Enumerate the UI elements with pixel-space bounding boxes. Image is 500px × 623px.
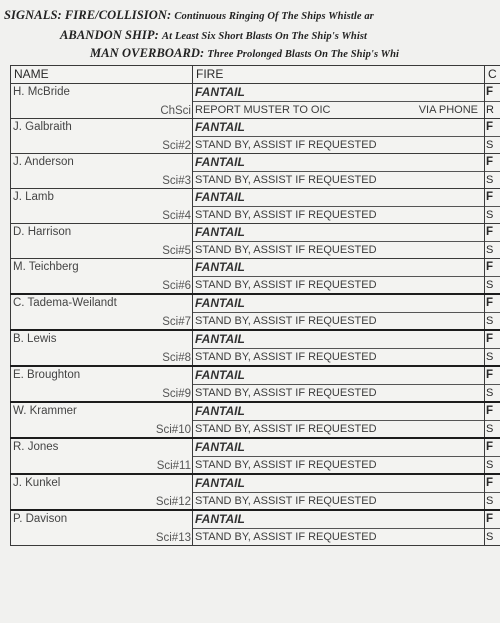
fire-duty-line xyxy=(193,172,484,188)
col3-station: F xyxy=(485,439,500,457)
fire-duty: STAND BY, ASSIST IF REQUESTED xyxy=(195,315,377,327)
fire-duty: STAND BY, ASSIST IF REQUESTED xyxy=(195,387,377,399)
fire-duty-line xyxy=(193,242,484,258)
fire-cell xyxy=(193,259,485,295)
col3-duty: S xyxy=(486,351,494,363)
fire-duty-line xyxy=(193,349,484,365)
fire-cell xyxy=(193,294,485,330)
col3-duty: S xyxy=(486,315,494,327)
signal-text: At Least Six Short Blasts On The Ship's Whist xyxy=(162,31,368,42)
table-row xyxy=(11,474,500,510)
crew-role: ChSci xyxy=(160,105,191,117)
fire-station: FANTAIL xyxy=(193,189,484,207)
fire-station: FANTAIL xyxy=(193,259,484,277)
crew-role: Sci#11 xyxy=(156,460,191,472)
crew-name: D. Harrison xyxy=(13,226,72,238)
crew-role: Sci#10 xyxy=(155,424,191,436)
fire-duty: STAND BY, ASSIST IF REQUESTED xyxy=(195,351,377,363)
col3-station: F xyxy=(485,511,500,529)
fire-station: FANTAIL xyxy=(193,154,484,172)
crew-name: H. McBride xyxy=(13,86,70,98)
col3-station: F xyxy=(485,295,500,313)
name-cell xyxy=(11,330,193,366)
fire-duty-line xyxy=(193,102,484,118)
name-cell xyxy=(11,259,193,295)
fire-station: FANTAIL xyxy=(193,439,484,457)
col3-station: F xyxy=(485,475,500,493)
col3-station: F xyxy=(485,224,500,242)
col3-station: F xyxy=(485,119,500,137)
fire-station: FANTAIL xyxy=(193,511,484,529)
crew-name: J. Anderson xyxy=(13,156,74,168)
fire-duty-line xyxy=(193,385,484,401)
col3-duty: S xyxy=(486,244,494,256)
col3-station: F xyxy=(485,367,500,385)
crew-role: Sci#2 xyxy=(162,140,191,152)
col3-cell xyxy=(485,474,500,510)
table-row xyxy=(11,294,500,330)
col3-station: F xyxy=(485,189,500,207)
table-row xyxy=(11,119,500,154)
fire-cell xyxy=(193,510,485,546)
fire-duty: STAND BY, ASSIST IF REQUESTED xyxy=(195,174,377,186)
fire-duty-line xyxy=(193,277,484,293)
crew-role: Sci#5 xyxy=(162,245,191,257)
col3-duty: R xyxy=(486,104,494,116)
fire-duty-line xyxy=(193,207,484,223)
col3-station: F xyxy=(485,154,500,172)
table-header-row xyxy=(11,66,500,84)
fire-duty: STAND BY, ASSIST IF REQUESTED xyxy=(195,423,377,435)
signal-line-man-overboard xyxy=(90,46,399,61)
name-cell xyxy=(11,474,193,510)
signal-type: MAN OVERBOARD: xyxy=(90,46,205,60)
signals-label: SIGNALS: xyxy=(4,8,62,22)
fire-duty: REPORT MUSTER TO OIC xyxy=(195,104,331,116)
fire-duty: STAND BY, ASSIST IF REQUESTED xyxy=(195,209,377,221)
col3-cell xyxy=(485,438,500,474)
col3-cell xyxy=(485,119,500,154)
fire-duty-line xyxy=(193,313,484,329)
name-cell xyxy=(11,84,193,119)
col3-cell xyxy=(485,330,500,366)
name-cell xyxy=(11,224,193,259)
crew-name: R. Jones xyxy=(13,441,59,453)
fire-duty-line xyxy=(193,457,484,473)
fire-station: FANTAIL xyxy=(193,475,484,493)
fire-cell xyxy=(193,154,485,189)
fire-cell xyxy=(193,402,485,438)
fire-duty-line xyxy=(193,493,484,509)
col3-cell xyxy=(485,402,500,438)
fire-station: FANTAIL xyxy=(193,367,484,385)
signal-text: Three Prolonged Blasts On The Ship's Whi xyxy=(207,49,400,60)
col3-cell xyxy=(485,294,500,330)
fire-duty: STAND BY, ASSIST IF REQUESTED xyxy=(195,244,377,256)
crew-role: Sci#8 xyxy=(162,352,191,364)
crew-role: Sci#4 xyxy=(162,210,191,222)
crew-name: P. Davison xyxy=(13,513,68,525)
fire-cell xyxy=(193,366,485,402)
table-row xyxy=(11,259,500,295)
fire-cell xyxy=(193,84,485,119)
signal-type: FIRE/COLLISION: xyxy=(64,8,172,22)
crew-name: M. Teichberg xyxy=(13,261,79,273)
col3-duty: S xyxy=(486,495,494,507)
table-row xyxy=(11,154,500,189)
header-fire: FIRE xyxy=(193,66,485,84)
fire-duty: STAND BY, ASSIST IF REQUESTED xyxy=(195,139,377,151)
table-row xyxy=(11,84,500,119)
signals-header xyxy=(0,0,500,64)
fire-duty-line xyxy=(193,529,484,545)
fire-station: FANTAIL xyxy=(193,331,484,349)
fire-station: FANTAIL xyxy=(193,119,484,137)
name-cell xyxy=(11,294,193,330)
col3-cell xyxy=(485,84,500,119)
fire-station: FANTAIL xyxy=(193,295,484,313)
crew-name: E. Broughton xyxy=(13,369,81,381)
fire-cell xyxy=(193,119,485,154)
col3-duty: S xyxy=(486,531,494,543)
table-row xyxy=(11,438,500,474)
col3-duty: S xyxy=(486,209,494,221)
fire-cell xyxy=(193,330,485,366)
crew-name: C. Tadema-Weilandt xyxy=(13,297,117,309)
crew-role: Sci#13 xyxy=(155,532,191,544)
fire-station: FANTAIL xyxy=(193,403,484,421)
name-cell xyxy=(11,154,193,189)
col3-duty: S xyxy=(486,387,494,399)
col3-station: F xyxy=(485,331,500,349)
col3-station: F xyxy=(485,84,500,102)
fire-duty: STAND BY, ASSIST IF REQUESTED xyxy=(195,279,377,291)
crew-role: Sci#7 xyxy=(162,316,191,328)
fire-duty: STAND BY, ASSIST IF REQUESTED xyxy=(195,531,377,543)
header-col3: C xyxy=(485,66,500,84)
col3-duty: S xyxy=(486,423,494,435)
col3-station: F xyxy=(485,403,500,421)
col3-cell xyxy=(485,224,500,259)
table-row xyxy=(11,366,500,402)
col3-cell xyxy=(485,510,500,546)
fire-duty-line xyxy=(193,421,484,437)
table-row xyxy=(11,402,500,438)
crew-name: W. Krammer xyxy=(13,405,77,417)
col3-station: F xyxy=(485,259,500,277)
col3-duty: S xyxy=(486,174,494,186)
fire-duty: STAND BY, ASSIST IF REQUESTED xyxy=(195,459,377,471)
fire-cell xyxy=(193,438,485,474)
signal-line-abandon-ship xyxy=(60,28,367,43)
crew-role: Sci#9 xyxy=(162,388,191,400)
crew-name: J. Lamb xyxy=(13,191,54,203)
col3-cell xyxy=(485,154,500,189)
fire-duty-line xyxy=(193,137,484,153)
fire-cell xyxy=(193,224,485,259)
muster-table xyxy=(10,65,500,546)
fire-duty: STAND BY, ASSIST IF REQUESTED xyxy=(195,495,377,507)
table-row xyxy=(11,224,500,259)
name-cell xyxy=(11,189,193,224)
crew-role: Sci#12 xyxy=(155,496,191,508)
crew-name: J. Galbraith xyxy=(13,121,72,133)
name-cell xyxy=(11,510,193,546)
col3-cell xyxy=(485,259,500,295)
table-row xyxy=(11,189,500,224)
name-cell xyxy=(11,366,193,402)
fire-cell xyxy=(193,189,485,224)
col3-cell xyxy=(485,366,500,402)
fire-note: VIA PHONE xyxy=(418,104,478,116)
col3-cell xyxy=(485,189,500,224)
signal-text: Continuous Ringing Of The Ships Whistle ar xyxy=(174,11,374,22)
crew-name: B. Lewis xyxy=(13,333,57,345)
crew-name: J. Kunkel xyxy=(13,477,61,489)
signal-line-fire-collision xyxy=(4,8,374,23)
col3-duty: S xyxy=(486,459,494,471)
table-row xyxy=(11,510,500,546)
header-name: NAME xyxy=(11,66,193,84)
signal-type: ABANDON SHIP: xyxy=(60,28,159,42)
fire-cell xyxy=(193,474,485,510)
name-cell xyxy=(11,402,193,438)
table-row xyxy=(11,330,500,366)
crew-role: Sci#6 xyxy=(162,280,191,292)
col3-duty: S xyxy=(486,139,494,151)
name-cell xyxy=(11,438,193,474)
fire-station: FANTAIL xyxy=(193,84,484,102)
col3-duty: S xyxy=(486,279,494,291)
fire-station: FANTAIL xyxy=(193,224,484,242)
name-cell xyxy=(11,119,193,154)
crew-role: Sci#3 xyxy=(162,175,191,187)
